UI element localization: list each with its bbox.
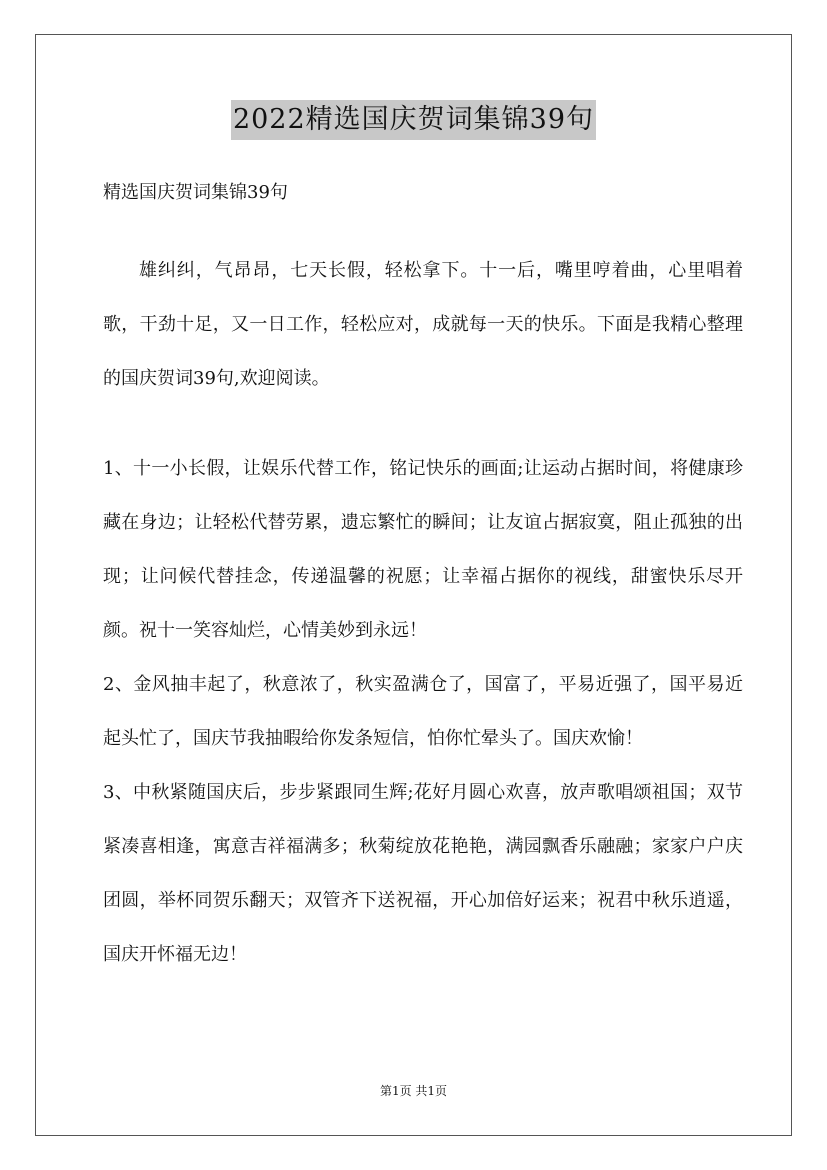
page-footer: 第1页 共1页 xyxy=(379,1084,448,1098)
intro-paragraph: 雄纠纠，气昂昂，七天长假，轻松拿下。十一后，嘴里哼着曲，心里唱着歌，干劲十足，又一日工作，轻松应对，成就每一天的快乐。下面是我精心整理的国庆贺词39句,欢迎阅读。 xyxy=(103,260,743,389)
greetings-list xyxy=(103,442,743,982)
list-item: 1、十一小长假，让娱乐代替工作，铭记快乐的画面;让运动占据时间，将健康珍藏在身边；让轻松代替劳累，遗忘繁忙的瞬间；让友谊占据寂寞，阻止孤独的出现；让问候代替挂念，传递温馨的祝愿；让幸福占据你的视线，甜蜜快乐尽开颜。祝十一笑容灿烂，心情美妙到永远！ xyxy=(103,458,743,641)
list-item: 3、中秋紧随国庆后，步步紧跟同生辉;花好月圆心欢喜，放声歌唱颂祖国；双节紧凑喜相逢，寓意吉祥福满多；秋菊绽放花艳艳，满园飘香乐融融；家家户户庆团圆，举杯同贺乐翻天；双管齐下送祝福，开心加倍好运来；祝君中秋乐逍遥，国庆开怀福无边！ xyxy=(103,782,743,965)
list-item: 2、金风抽丰起了，秋意浓了，秋实盈满仓了，国富了，平易近强了，国平易近起头忙了，国庆节我抽暇给你发条短信，怕你忙晕头了。国庆欢愉！ xyxy=(103,674,743,749)
document-subtitle: 精选国庆贺词集锦39句 xyxy=(103,182,288,203)
document-title: 2022精选国庆贺词集锦39句 xyxy=(231,100,596,140)
title-container xyxy=(0,100,827,140)
